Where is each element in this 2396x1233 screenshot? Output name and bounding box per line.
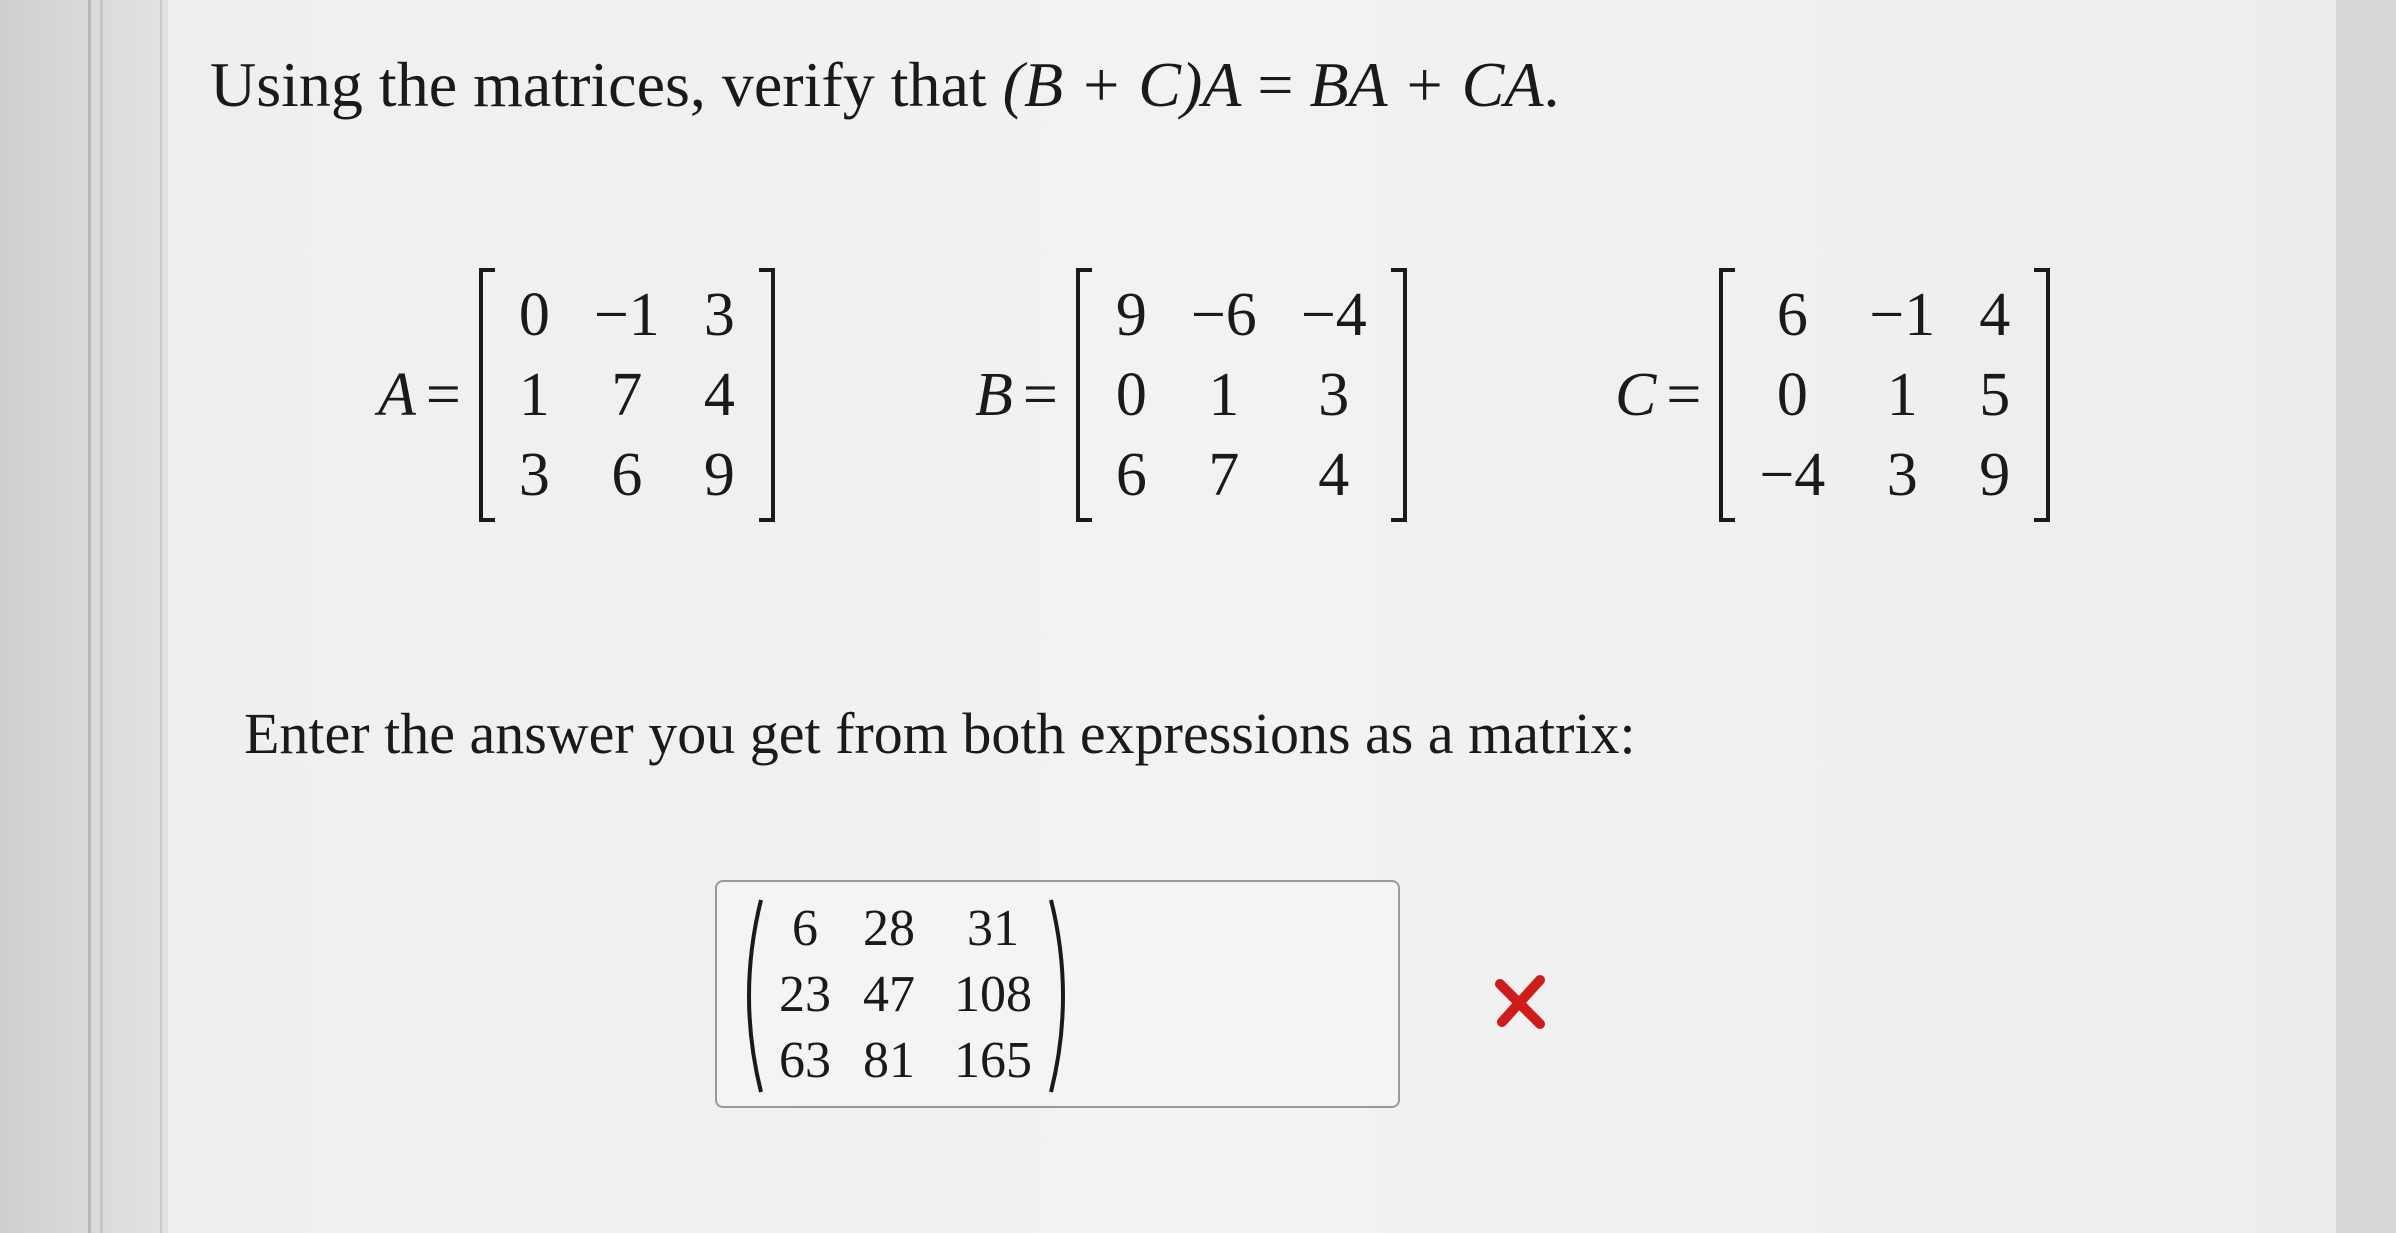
matrix-cell: 3: [703, 281, 735, 349]
expression-rhs: BA + CA: [1309, 49, 1544, 120]
page-border: [160, 0, 162, 1233]
matrix-cell: 5: [1979, 361, 2011, 429]
matrix-cell: 3: [1318, 361, 1350, 429]
matrix-b-label: B: [975, 360, 1013, 429]
matrix-c-brackets: [1719, 268, 2050, 522]
question-prefix: Using the matrices, verify that: [210, 49, 987, 120]
matrix-cell: 7: [1208, 441, 1240, 509]
matrix-cell: 7: [611, 361, 643, 429]
matrix-cell: 9: [1115, 281, 1147, 349]
answer-cell[interactable]: 31: [967, 900, 1019, 957]
answer-cell[interactable]: 47: [863, 966, 915, 1023]
matrix-cell: 0: [1115, 361, 1147, 429]
question-suffix: .: [1543, 49, 1560, 120]
answer-cell[interactable]: 28: [863, 900, 915, 957]
matrix-cell: 9: [1979, 441, 2011, 509]
screen-right-edge: [2336, 0, 2396, 1233]
matrix-cell: −1: [593, 281, 660, 349]
matrix-cell: 3: [518, 441, 550, 509]
answer-cell[interactable]: 23: [779, 966, 831, 1023]
matrix-cell: 6: [611, 441, 643, 509]
matrix-cell: −1: [1869, 281, 1936, 349]
matrix-cell: −4: [1300, 281, 1367, 349]
matrix-cell: 4: [703, 361, 735, 429]
x-mark-icon: [1490, 972, 1550, 1032]
answer-matrix: [747, 896, 1047, 1096]
matrix-cell: 1: [1886, 361, 1918, 429]
matrix-cell: 6: [1115, 441, 1147, 509]
matrix-cell: 0: [1776, 361, 1808, 429]
answer-cell[interactable]: 6: [792, 900, 818, 957]
screen-bezel-edge: [100, 0, 103, 1233]
matrix-cell: 1: [518, 361, 550, 429]
matrix-cell: 3: [1886, 441, 1918, 509]
matrix-cell: 1: [1208, 361, 1240, 429]
matrix-a-brackets: [479, 268, 775, 522]
matrix-cell: 6: [1776, 281, 1808, 349]
screen-bezel-edge: [88, 0, 91, 1233]
matrix-cell: 4: [1979, 281, 2011, 349]
answer-cell[interactable]: 81: [863, 1032, 915, 1089]
matrix-b: B = 9 −6 −4 0 1 3 6 7 4: [975, 268, 1407, 522]
answer-prompt: Enter the answer you get from both expressions as a matrix:: [244, 701, 1636, 766]
answer-cell[interactable]: 108: [954, 966, 1032, 1023]
left-paren: [735, 896, 765, 1096]
matrix-cell: 4: [1318, 441, 1350, 509]
matrix-cell: 0: [518, 281, 550, 349]
matrix-cell: 9: [703, 441, 735, 509]
matrix-b-brackets: [1076, 268, 1407, 522]
matrix-c-label: C: [1615, 360, 1657, 429]
matrix-cell: −4: [1759, 441, 1826, 509]
answer-input-box[interactable]: [715, 880, 1400, 1108]
matrix-a: A = 0 −1 3 1 7 4 3 6 9: [378, 268, 775, 522]
answer-cell[interactable]: 63: [779, 1032, 831, 1089]
matrix-a-label: A: [378, 360, 416, 429]
equals-sign: =: [1257, 49, 1294, 120]
expression-lhs: (B + C)A: [1002, 49, 1242, 120]
matrix-c: C = 6 −1 4 0 1 5 −4 3 9: [1615, 268, 2050, 522]
right-paren: [1047, 896, 1077, 1096]
matrix-cell: −6: [1190, 281, 1257, 349]
question-text: [210, 48, 1559, 122]
answer-cell[interactable]: 165: [954, 1032, 1032, 1089]
